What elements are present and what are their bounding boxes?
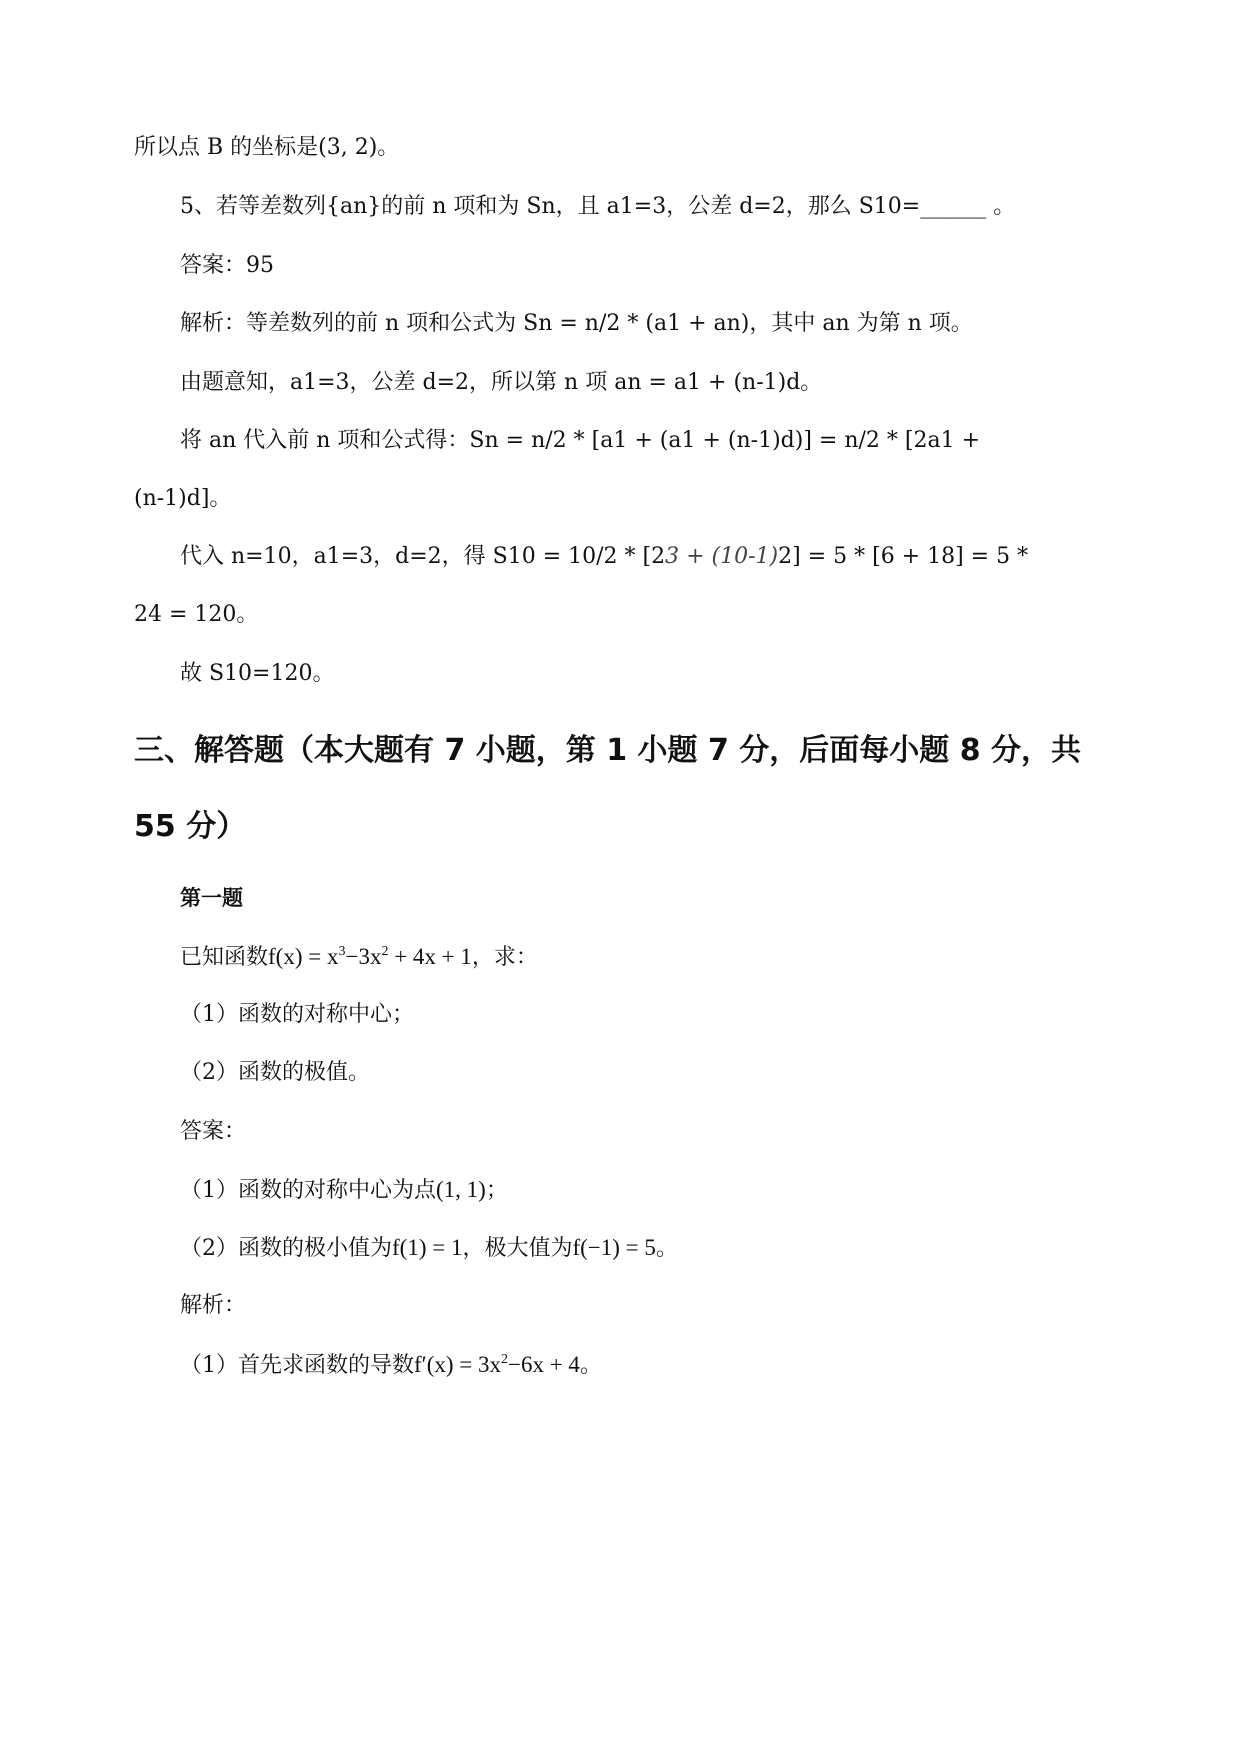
answer-label: 答案： xyxy=(180,1119,247,1144)
substitution-tail: 2] = 5 * [6 + 18] = 5 * xyxy=(778,544,1029,569)
analysis-5-line-3: 将 an 代入前 n 项和公式得：Sn = n/2 * [a1 + (a1 + (n-1)d)] = n/2 * [2a1 + xyxy=(180,428,981,453)
stem-suffix: ，求： xyxy=(471,945,538,970)
stem-function: $f(x) = x^3-3x^2 + 4x + 1$ xyxy=(268,944,472,969)
analysis-5-line-5 xyxy=(180,542,1028,572)
conclusion-5: 故 S10=120。 xyxy=(180,661,335,686)
section-title-line-1: 三、解答题（本大题有 7 小题，第 1 小题 7 分，后面每小题 8 分，共 xyxy=(134,733,1082,768)
answer-part-1: （1）函数的对称中心为点(1, 1)； xyxy=(180,1177,508,1203)
question-part-1: （1）函数的对称中心； xyxy=(180,1002,414,1027)
question-5: 5、若等差数列{an}的前 n 项和为 Sn，且 a1=3，公差 d=2，那么 S10=______ 。 xyxy=(180,194,1016,219)
question-part-2: （2）函数的极值。 xyxy=(180,1060,370,1085)
problem-stem xyxy=(180,942,538,973)
analysis-step-1: （1）首先求函数的导数$f'(x) = 3x^2-6x + 4$。 xyxy=(180,1352,602,1378)
substitution-text: 代入 n=10，a1=3，d=2，得 S10 = 10/2 * [2 xyxy=(180,544,666,569)
stem-prefix: 已知函数 xyxy=(180,945,269,970)
analysis-5-line-1: 解析：等差数列的前 n 项和公式为 Sn = n/2 * (a1 + an)，其中 an 为第 n 项。 xyxy=(180,311,973,336)
problem-label: 第一题 xyxy=(180,886,243,910)
analysis-5-line-2: 由题意知，a1=3，公差 d=2，所以第 n 项 an = a1 + (n-1)d。 xyxy=(180,370,823,395)
analysis-5-line-6: 24 = 120。 xyxy=(134,602,259,627)
answer-part-2: （2）函数的极小值为f(1) = 1，极大值为f(−1) = 5。 xyxy=(180,1235,678,1261)
section-title-line-2: 55 分） xyxy=(134,809,247,844)
line-point-b: 所以点 B 的坐标是(3, 2)。 xyxy=(134,135,400,160)
analysis-5-line-4: (n-1)d]。 xyxy=(134,486,232,511)
italic-fragment: 3 + (10-1) xyxy=(665,544,779,569)
answer-5: 答案：95 xyxy=(180,253,274,278)
analysis-label: 解析： xyxy=(180,1293,247,1318)
